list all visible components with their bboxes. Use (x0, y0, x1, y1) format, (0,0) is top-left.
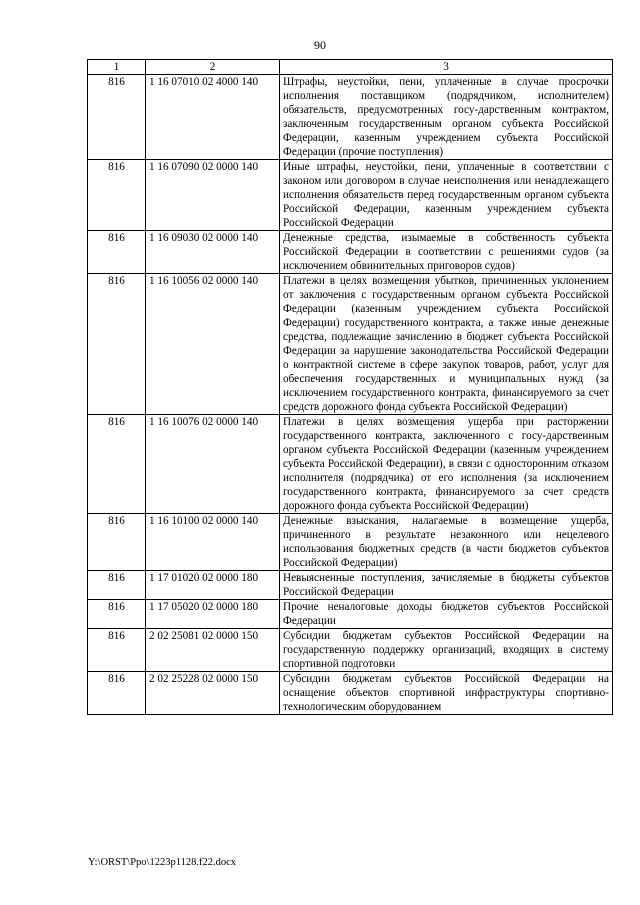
revenue-code: 1 16 10056 02 0000 140 (146, 274, 280, 415)
admin-code: 816 (88, 571, 146, 600)
admin-code: 816 (88, 231, 146, 274)
revenue-description: Денежные средства, изымаемые в собственность субъекта Российской Федерации в соответствии с решениями судов (за исключением обвинительных приговоров судов) (280, 231, 613, 274)
admin-code: 816 (88, 160, 146, 231)
table-row (88, 571, 613, 600)
file-path-footer: Y:\ORST\Ppo\1223p1128.f22.docx (88, 857, 236, 868)
revenue-description: Иные штрафы, неустойки, пени, уплаченные в соответствии с законом или договором в случае неисполнения или ненадлежащего исполнения обязательств перед государственным органом субъекта Российской Федерации, казенным учреждением субъекта Российской Федерации (280, 160, 613, 231)
table-row (88, 514, 613, 571)
revenue-description: Штрафы, неустойки, пени, уплаченные в случае просрочки исполнения поставщиком (подрядчиком, исполнителем) обязательств, предусмотренных госу-дарственным контрактом, заключенным государственным органом субъекта Российской Федерации, казенным учреждением субъекта Российской Федерации (прочие поступления) (280, 75, 613, 160)
revenue-code: 1 16 09030 02 0000 140 (146, 231, 280, 274)
admin-code: 816 (88, 274, 146, 415)
table-row (88, 274, 613, 415)
revenue-description: Субсидии бюджетам субъектов Российской Федерации на оснащение объектов спортивной инфраструктуры спортивно-технологическим оборудованием (280, 672, 613, 715)
revenue-description: Прочие неналоговые доходы бюджетов субъектов Российской Федерации (280, 600, 613, 629)
table-row (88, 672, 613, 715)
admin-code: 816 (88, 629, 146, 672)
revenue-description: Денежные взыскания, налагаемые в возмещение ущерба, причиненного в результате незаконного или нецелевого использования бюджетных средств (в части бюджетов субъектов Российской Федерации) (280, 514, 613, 571)
admin-code: 816 (88, 415, 146, 514)
table-header-row (88, 60, 613, 75)
admin-code: 816 (88, 600, 146, 629)
revenue-description: Невыясненные поступления, зачисляемые в бюджеты субъектов Российской Федерации (280, 571, 613, 600)
revenue-description: Платежи в целях возмещения ущерба при расторжении государственного контракта, заключенного с госу-дарственным органом субъекта Российской Федерации (казенным учреждением субъекта Российской Федерации), в связи с односторонним отказом исполнителя (подрядчика) от его исполнения (за исключением государственного контракта, финансируемого за счет средств дорожного фонда субъекта Российской Федерации) (280, 415, 613, 514)
revenue-code: 1 17 01020 02 0000 180 (146, 571, 280, 600)
revenue-code: 1 17 05020 02 0000 180 (146, 600, 280, 629)
revenue-code-table (87, 59, 613, 715)
column-header: 2 (146, 60, 280, 75)
revenue-code: 1 16 10076 02 0000 140 (146, 415, 280, 514)
revenue-code: 1 16 07010 02 4000 140 (146, 75, 280, 160)
revenue-description: Субсидии бюджетам субъектов Российской Федерации на государственную поддержку организаций, входящих в систему спортивной подготовки (280, 629, 613, 672)
revenue-code: 2 02 25081 02 0000 150 (146, 629, 280, 672)
column-header: 1 (88, 60, 146, 75)
admin-code: 816 (88, 514, 146, 571)
table-row (88, 75, 613, 160)
admin-code: 816 (88, 672, 146, 715)
table-row (88, 231, 613, 274)
table-row (88, 600, 613, 629)
revenue-code: 1 16 10100 02 0000 140 (146, 514, 280, 571)
table-row (88, 415, 613, 514)
column-header: 3 (280, 60, 613, 75)
revenue-description: Платежи в целях возмещения убытков, причиненных уклонением от заключения с государственным органом субъекта Российской Федерации (казенным учреждением субъекта Российской Федерации) государственного контракта, а также иные денежные средства, подлежащие зачислению в бюджет субъекта Российской Федерации за нарушение законодательства Российской Федерации о контрактной системе в сфере закупок товаров, работ, услуг для обеспечения государственных и муниципальных нужд (за исключением государственного контракта, финансируемого за счет средств дорожного фонда субъекта Российской Федерации) (280, 274, 613, 415)
revenue-code: 2 02 25228 02 0000 150 (146, 672, 280, 715)
admin-code: 816 (88, 75, 146, 160)
table-row (88, 629, 613, 672)
table-row (88, 160, 613, 231)
page-number: 90 (314, 38, 326, 52)
revenue-code: 1 16 07090 02 0000 140 (146, 160, 280, 231)
